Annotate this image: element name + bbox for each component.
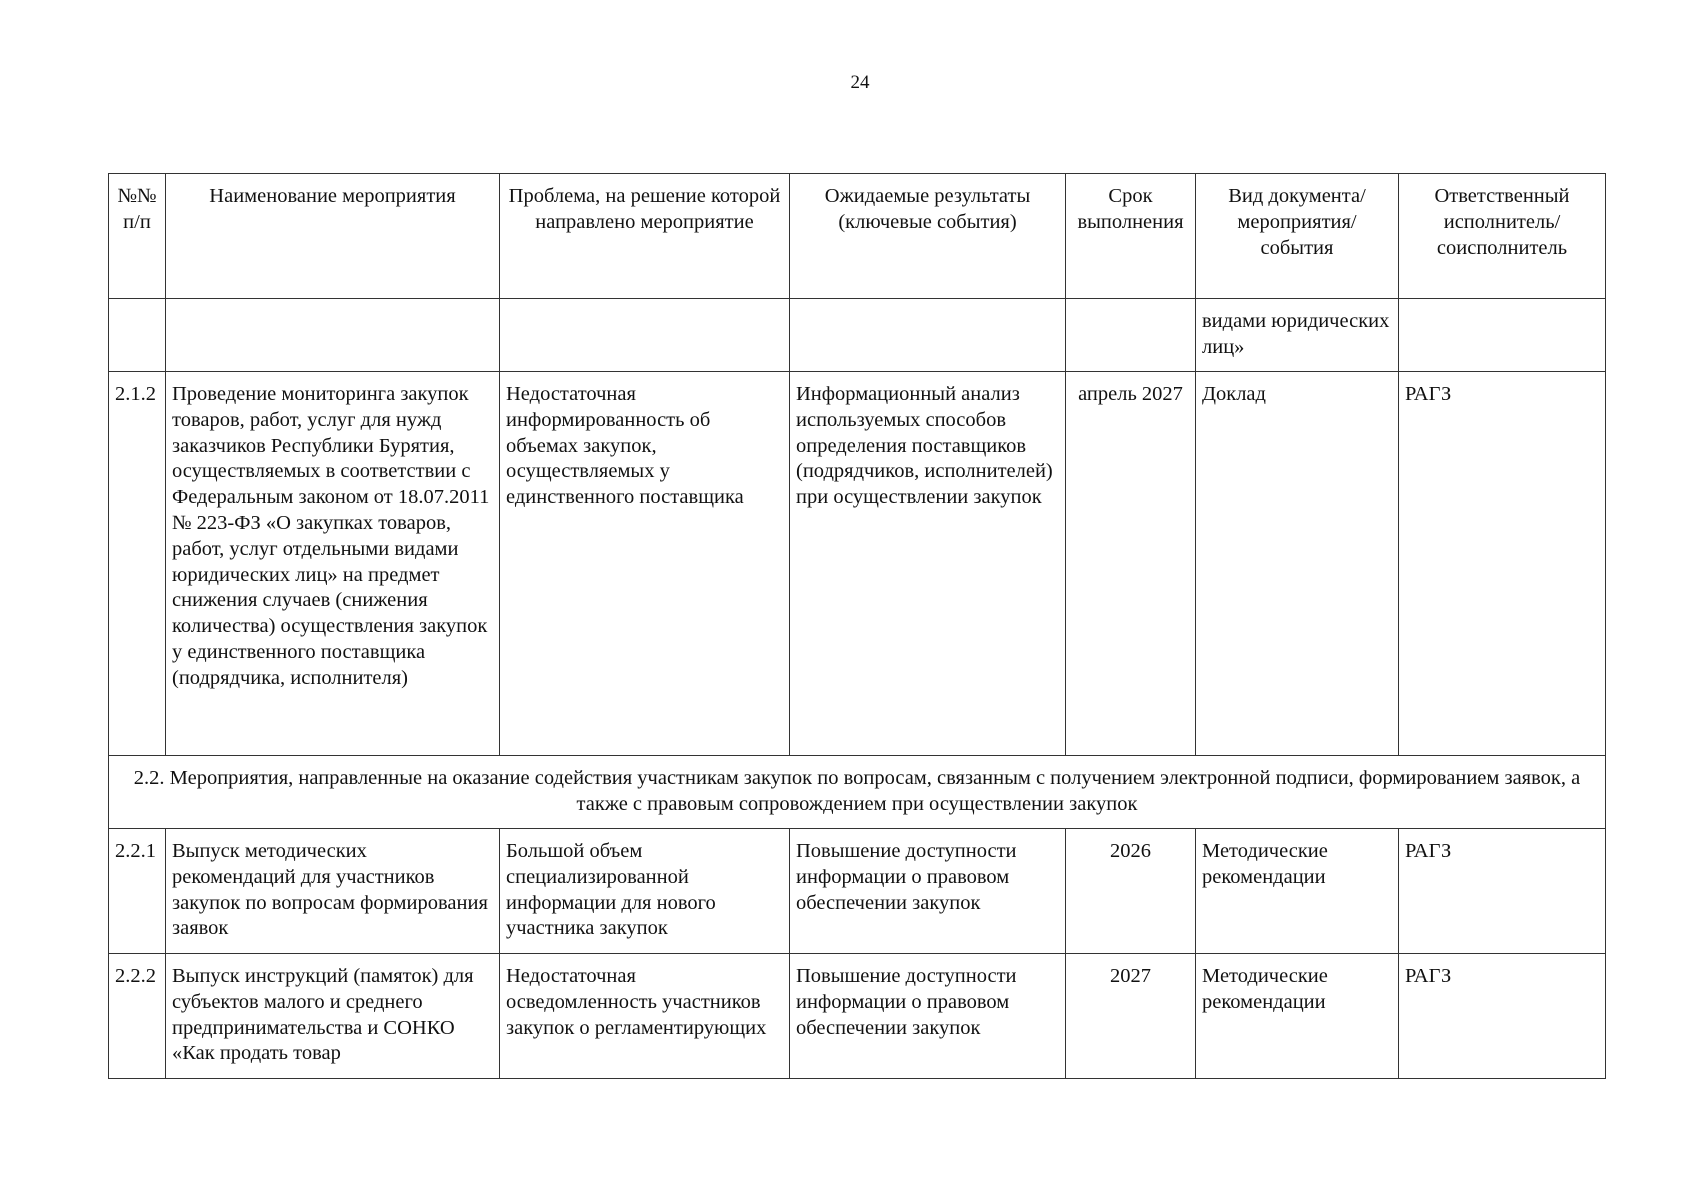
cell-problem: Большой объем специализированной информации для нового участника закупок bbox=[500, 829, 790, 954]
cell-result: Информационный анализ используемых способов определения поставщиков (подрядчиков, исполнителей) при осуществлении закупок bbox=[790, 372, 1066, 756]
cell-num: 2.2.1 bbox=[109, 829, 166, 954]
header-term: Срок выполнения bbox=[1066, 174, 1196, 299]
cell-problem: Недостаточная осведомленность участников закупок о регламентирующих bbox=[500, 954, 790, 1079]
cell-doc: видами юридических лиц» bbox=[1196, 299, 1399, 372]
cell-empty bbox=[500, 299, 790, 372]
cell-doc: Методические рекомендации bbox=[1196, 954, 1399, 1079]
header-row bbox=[109, 174, 1606, 299]
section-title: 2.2. Мероприятия, направленные на оказание содействия участникам закупок по вопросам, связанным с получением электронной подписи, формированием заявок, а также с правовым сопровождением при осуществлении закупок bbox=[109, 756, 1606, 829]
cell-executor: РАГЗ bbox=[1399, 829, 1606, 954]
table-row bbox=[109, 829, 1606, 954]
header-doc: Вид документа/ мероприятия/ события bbox=[1196, 174, 1399, 299]
cell-term: 2026 bbox=[1066, 829, 1196, 954]
cell-term: апрель 2027 bbox=[1066, 372, 1196, 756]
cell-empty bbox=[790, 299, 1066, 372]
section-row bbox=[109, 756, 1606, 829]
cell-executor: РАГЗ bbox=[1399, 372, 1606, 756]
cell-executor: РАГЗ bbox=[1399, 954, 1606, 1079]
cell-name: Выпуск инструкций (памяток) для субъектов малого и среднего предпринимательства и СОНКО «Как продать товар bbox=[166, 954, 500, 1079]
header-executor: Ответственный исполнитель/ соисполнитель bbox=[1399, 174, 1606, 299]
action-plan-table bbox=[108, 173, 1606, 1079]
page-number: 24 bbox=[850, 72, 870, 93]
header-num: №№ п/п bbox=[109, 174, 166, 299]
cell-name: Выпуск методических рекомендаций для участников закупок по вопросам формирования заявок bbox=[166, 829, 500, 954]
cell-result: Повышение доступности информации о правовом обеспечении закупок bbox=[790, 829, 1066, 954]
continuation-row bbox=[109, 299, 1606, 372]
cell-empty bbox=[109, 299, 166, 372]
table-row bbox=[109, 372, 1606, 756]
cell-term: 2027 bbox=[1066, 954, 1196, 1079]
cell-name: Проведение мониторинга закупок товаров, работ, услуг для нужд заказчиков Республики Бурятия, осуществляемых в соответствии с Федеральным законом от 18.07.2011 № 223-ФЗ «О закупках товаров, работ, услуг отдельными видами юридических лиц» на предмет снижения случаев (снижения количества) осуществления закупок у единственного поставщика (подрядчика, исполнителя) bbox=[166, 372, 500, 756]
cell-problem: Недостаточная информированность об объемах закупок, осуществляемых у единственного поставщика bbox=[500, 372, 790, 756]
cell-num: 2.2.2 bbox=[109, 954, 166, 1079]
cell-empty bbox=[166, 299, 500, 372]
cell-doc: Методические рекомендации bbox=[1196, 829, 1399, 954]
header-result: Ожидаемые результаты (ключевые события) bbox=[790, 174, 1066, 299]
header-name: Наименование мероприятия bbox=[166, 174, 500, 299]
table-row bbox=[109, 954, 1606, 1079]
cell-empty bbox=[1066, 299, 1196, 372]
cell-doc: Доклад bbox=[1196, 372, 1399, 756]
cell-num: 2.1.2 bbox=[109, 372, 166, 756]
header-problem: Проблема, на решение которой направлено мероприятие bbox=[500, 174, 790, 299]
cell-result: Повышение доступности информации о правовом обеспечении закупок bbox=[790, 954, 1066, 1079]
cell-empty bbox=[1399, 299, 1606, 372]
